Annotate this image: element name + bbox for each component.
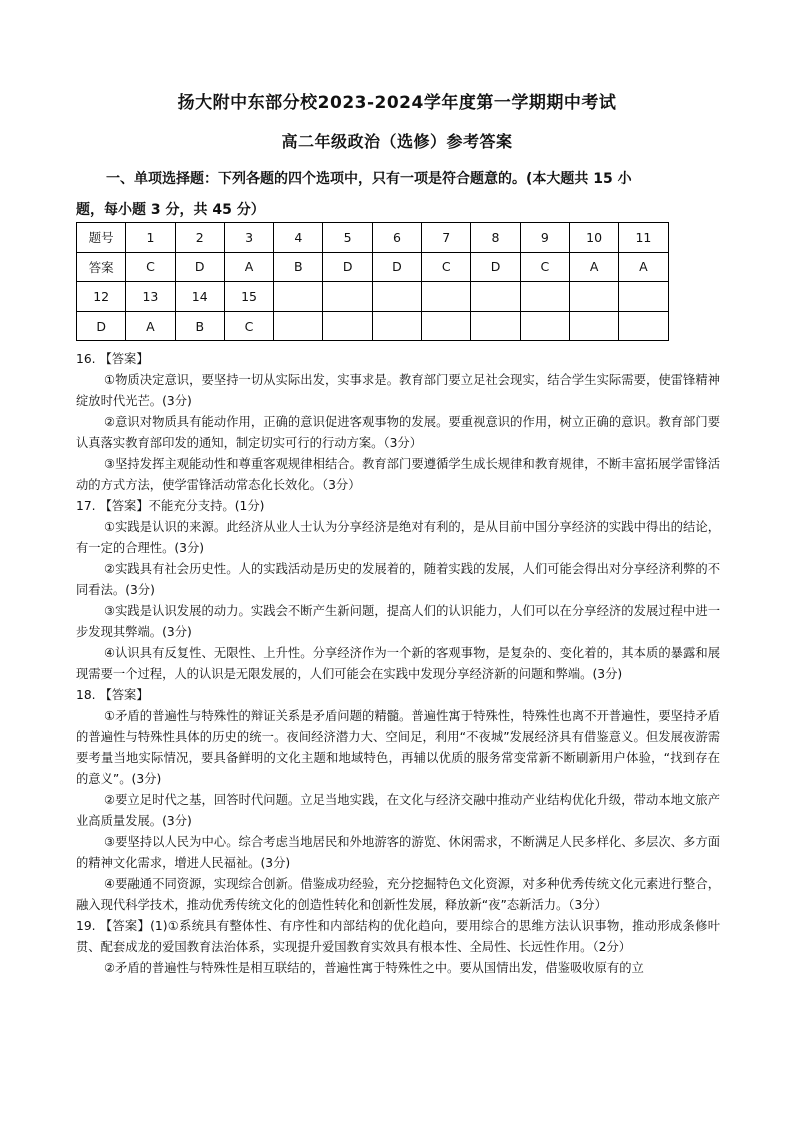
answer-table-cell — [422, 311, 471, 341]
answer-table-cell: C — [224, 311, 273, 341]
answer-table-cell: D — [77, 311, 126, 341]
answer-table-cell — [619, 311, 668, 341]
q17-heading: 17. 【答案】不能充分支持。(1分) — [76, 499, 265, 513]
answer-table-cell: B — [175, 311, 224, 341]
answer-table-cell: 14 — [175, 282, 224, 312]
answer-table-cell: 4 — [274, 223, 323, 253]
answer-table-cell — [569, 311, 618, 341]
q18-point-4: ④要融通不同资源，实现综合创新。借鉴成功经验，充分挖掘特色文化资源，对多种优秀传统文化元素进行整合，融入现代科学技术，推动优秀传统文化的创造性转化和创新性发展，释放新“夜”态新活力。（3分） — [76, 877, 720, 912]
answer-table-cell: 12 — [77, 282, 126, 312]
answer-table-cell: 10 — [569, 223, 618, 253]
answer-key-subtitle: 高二年级政治（选修）参考答案 — [281, 132, 513, 151]
q18-heading: 18. 【答案】 — [76, 688, 149, 702]
q16-point-3: ③坚持发挥主观能动性和尊重客观规律相结合。教育部门要遵循学生成长规律和教育规律，不断丰富拓展学雷锋活动的方式方法，使学雷锋活动常态化长效化。（3分） — [76, 457, 720, 492]
answer-table-row — [77, 311, 669, 341]
answer-table-cell: A — [224, 252, 273, 282]
answer-table-cell — [323, 282, 372, 312]
q16-heading: 16. 【答案】 — [76, 352, 149, 366]
q16-point-2: ②意识对物质具有能动作用，正确的意识促进客观事物的发展。要重视意识的作用，树立正确的意识。教育部门要认真落实教育部印发的通知，制定切实可行的行动方案。（3分） — [76, 415, 720, 450]
answer-table-cell: D — [323, 252, 372, 282]
answer-table-cell — [323, 311, 372, 341]
answer-table-cell — [471, 282, 520, 312]
q18-point-3: ③要坚持以人民为中心。综合考虑当地居民和外地游客的游览、休闲需求，不断满足人民多样化、多层次、多方面的精神文化需求，增进人民福祉。(3分) — [76, 835, 720, 870]
answer-table-cell — [569, 282, 618, 312]
answer-table-cell: 答案 — [77, 252, 126, 282]
q17-point-2: ②实践具有社会历史性。人的实践活动是历史的发展着的，随着实践的发展，人们可能会得出对分享经济利弊的不同看法。(3分) — [76, 562, 720, 597]
answer-table-cell — [372, 311, 421, 341]
answer-table-cell: 9 — [520, 223, 569, 253]
answer-table-cell: C — [126, 252, 175, 282]
section-1-line-1: 一、单项选择题：下列各题的四个选项中，只有一项是符合题意的。(本大题共 15 小 — [106, 171, 632, 187]
q19-point-1: ②矛盾的普遍性与特殊性是相互联结的，普遍性寓于特殊性之中。要从国情出发，借鉴吸收原有的立 — [104, 961, 644, 975]
answer-table-cell: A — [126, 311, 175, 341]
q19-heading: 19. 【答案】(1)①系统具有整体性、有序性和内部结构的优化趋向，要用综合的思维方法认识事物，推动形成条修叶贯、配套成龙的爱国教育法治体系，实现提升爱国教育实效具有根本性、全局性、长远性作用。（2分） — [76, 919, 720, 954]
q17-point-4: ④认识具有反复性、无限性、上升性。分享经济作为一个新的客观事物，是复杂的、变化着的，其本质的暴露和展现需要一个过程，人的认识是无限发展的，人们可能会在实践中发现分享经济新的问题和弊端。(3分) — [76, 646, 720, 681]
answer-table-cell: 8 — [471, 223, 520, 253]
answer-table-cell: C — [422, 252, 471, 282]
answer-table-cell: D — [372, 252, 421, 282]
answer-table-cell — [274, 282, 323, 312]
q18-point-2: ②要立足时代之基，回答时代问题。立足当地实践，在文化与经济交融中推动产业结构优化升级，带动本地文旅产业高质量发展。(3分) — [76, 793, 720, 828]
answer-table-cell — [422, 282, 471, 312]
answer-table-row — [77, 223, 669, 253]
answer-table-cell — [520, 311, 569, 341]
answer-table-cell: 15 — [224, 282, 273, 312]
answer-table-cell: 题号 — [77, 223, 126, 253]
answer-table-cell — [372, 282, 421, 312]
exam-title: 扬大附中东部分校2023-2024学年度第一学期期中考试 — [177, 93, 617, 113]
answer-table-cell: A — [569, 252, 618, 282]
answer-table-cell: 6 — [372, 223, 421, 253]
answer-table — [76, 222, 669, 341]
answer-table-cell: 13 — [126, 282, 175, 312]
answer-body — [76, 349, 720, 979]
answer-table-row — [77, 252, 669, 282]
answer-table-cell: D — [471, 252, 520, 282]
answer-table-cell — [619, 282, 668, 312]
answer-table-cell: 3 — [224, 223, 273, 253]
section-1-instructions — [76, 164, 716, 226]
answer-table-cell: 1 — [126, 223, 175, 253]
q16-point-1: ①物质决定意识，要坚持一切从实际出发，实事求是。教育部门要立足社会现实，结合学生实际需要，使雷锋精神绽放时代光芒。(3分) — [76, 373, 720, 408]
q17-point-1: ①实践是认识的来源。此经济从业人士认为分享经济是绝对有利的，是从目前中国分享经济的实践中得出的结论，有一定的合理性。(3分) — [76, 520, 720, 555]
answer-table-cell: A — [619, 252, 668, 282]
q18-point-1: ①矛盾的普遍性与特殊性的辩证关系是矛盾问题的精髓。普遍性寓于特殊性，特殊性也离不开普遍性，要坚持矛盾的普遍性与特殊性具体的历史的统一。夜间经济潜力大、空间足，利用“不夜城”发展经济具有借鉴意义。但发展夜游需要考量当地实际情况，要具备鲜明的文化主题和地域特色，再辅以优质的服务常变常新不断刷新用户体验，“找到存在的意义”。(3分) — [76, 709, 720, 786]
answer-table-cell: D — [175, 252, 224, 282]
answer-table-cell — [471, 311, 520, 341]
answer-table-cell: 7 — [422, 223, 471, 253]
answer-table-cell: 5 — [323, 223, 372, 253]
q17-point-3: ③实践是认识发展的动力。实践会不断产生新问题，提高人们的认识能力，人们可以在分享经济的发展过程中进一步发现其弊端。(3分) — [76, 604, 720, 639]
answer-table-cell: 2 — [175, 223, 224, 253]
answer-table-cell: B — [274, 252, 323, 282]
answer-table-cell: 11 — [619, 223, 668, 253]
answer-table-cell — [274, 311, 323, 341]
answer-table-row — [77, 282, 669, 312]
answer-table-cell — [520, 282, 569, 312]
section-1-line-2: 题，每小题 3 分，共 45 分） — [76, 202, 265, 218]
answer-table-cell: C — [520, 252, 569, 282]
